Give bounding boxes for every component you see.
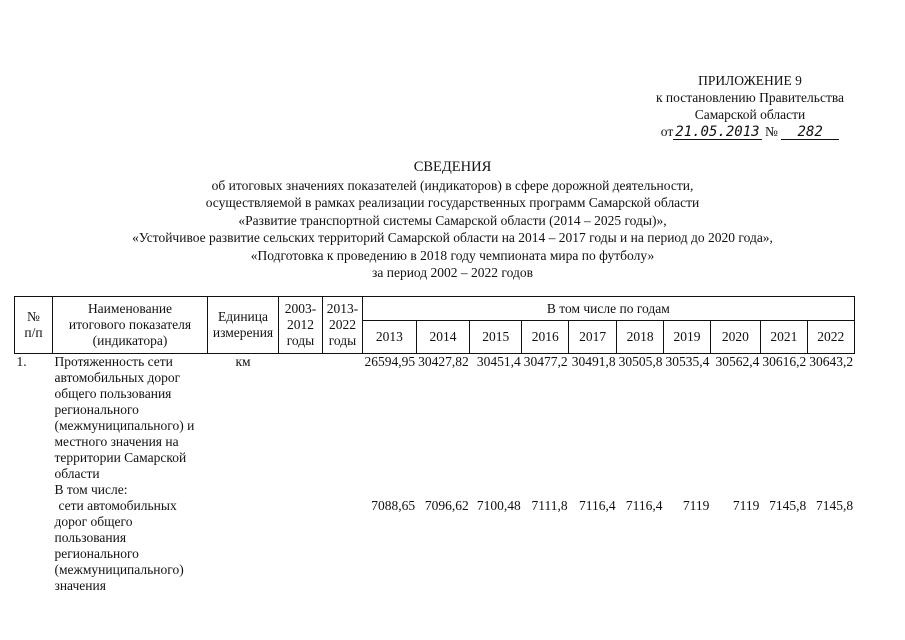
header-name xyxy=(53,297,208,354)
header-period-1-line1: 2003- xyxy=(284,301,317,316)
heading-line-3: «Развитие транспортной системы Самарской области (2014 – 2025 годы)», xyxy=(238,212,667,228)
table-row xyxy=(15,498,855,594)
value-cell: 30562,4 xyxy=(715,354,760,369)
header-period-2-line1: 2013- xyxy=(326,301,359,316)
value-cell: 7116,4 xyxy=(579,498,616,513)
value-cell: 7096,62 xyxy=(424,498,469,513)
header-name-line3: (индикатора) xyxy=(92,333,168,348)
indicator-unit: км xyxy=(235,354,251,369)
value-cell: 30643,2 xyxy=(809,354,854,369)
header-num-line2: п/п xyxy=(24,325,43,340)
header-year: 2016 xyxy=(522,321,569,354)
appendix-date-line xyxy=(600,123,900,140)
handwritten-date: 21.05.2013 xyxy=(675,124,760,140)
header-period-1-line3: годы xyxy=(286,333,315,348)
document-heading xyxy=(0,159,905,282)
value-cell: 26594,95 xyxy=(364,354,416,369)
number-prefix: № xyxy=(764,124,778,139)
value-cell: 7145,8 xyxy=(816,498,854,513)
header-year: 2017 xyxy=(569,321,617,354)
table-row xyxy=(15,482,855,498)
header-period-1 xyxy=(279,297,323,354)
header-year: 2018 xyxy=(617,321,664,354)
table-row xyxy=(15,354,855,483)
header-period-2-line2: 2022 xyxy=(329,317,356,332)
header-year: 2015 xyxy=(470,321,522,354)
header-year: 2013 xyxy=(363,321,417,354)
header-year: 2022 xyxy=(807,321,854,354)
appendix-line-region: Самарской области xyxy=(694,107,806,122)
value-cell: 30535,4 xyxy=(665,354,710,369)
heading-line-1: об итоговых значениях показателей (индикаторов) в сфере дорожной деятельности, xyxy=(211,177,694,193)
header-num xyxy=(15,297,53,354)
value-cell: 7119 xyxy=(732,498,760,513)
header-year: 2019 xyxy=(664,321,711,354)
value-cell: 7111,8 xyxy=(531,498,568,513)
heading-line-6: за период 2002 – 2022 годов xyxy=(372,265,533,280)
header-num-line1: № xyxy=(27,309,40,324)
header-unit-line2: измерения xyxy=(212,325,274,340)
value-cell: 30477,2 xyxy=(523,354,568,369)
header-period-1-line2: 2012 xyxy=(287,317,314,332)
value-cell: 7100,48 xyxy=(476,498,521,513)
header-year: 2021 xyxy=(760,321,807,354)
appendix-block xyxy=(600,72,900,140)
header-period-2 xyxy=(323,297,363,354)
value-cell: 30427,82 xyxy=(418,354,469,369)
indicators-table xyxy=(14,296,855,594)
value-cell: 7119 xyxy=(682,498,710,513)
value-cell: 30505,8 xyxy=(618,354,663,369)
heading-line-4: «Устойчивое развитие сельских территорий Самарской области на 2014 – 2017 годы и на период до 2020 года», xyxy=(132,230,773,245)
indicator-name: Протяженность сети автомобильных дорог общего пользования регионального (межмуниципального) и местного значения на территории Самарской области xyxy=(54,354,195,481)
value-cell: 7088,65 xyxy=(371,498,416,513)
indicator-name xyxy=(53,498,208,594)
row-number: 1. xyxy=(16,354,27,369)
period-1-value xyxy=(279,354,323,483)
header-years-group: В том числе по годам xyxy=(363,297,855,321)
header-year: 2014 xyxy=(416,321,470,354)
heading-line-2: осуществляемой в рамках реализации государственных программ Самарской области xyxy=(205,195,700,210)
value-cell: 7145,8 xyxy=(769,498,807,513)
header-unit xyxy=(208,297,279,354)
handwritten-number: 282 xyxy=(781,125,839,140)
header-name-line2: итогового показателя xyxy=(68,317,192,332)
indicator-name-text: сети автомобильных дорог общего пользования регионального (межмуниципального) значения xyxy=(54,498,184,593)
appendix-line-resolution: к постановлению Правительства xyxy=(655,90,845,105)
value-cell: 30616,2 xyxy=(762,354,807,369)
subitems-label: В том числе: xyxy=(54,482,128,497)
value-cell: 30451,4 xyxy=(476,354,521,369)
value-cell: 30491,8 xyxy=(571,354,616,369)
heading-line-5: «Подготовка к проведению в 2018 году чемпионата мира по футболу» xyxy=(250,247,655,263)
header-year: 2020 xyxy=(710,321,760,354)
period-2-value xyxy=(323,354,363,483)
value-cell: 7116,4 xyxy=(625,498,663,513)
document-title: СВЕДЕНИЯ xyxy=(413,159,492,175)
header-unit-line1: Единица xyxy=(217,309,268,324)
date-prefix: от xyxy=(660,124,674,139)
header-name-line1: Наименование xyxy=(87,301,173,316)
appendix-title: ПРИЛОЖЕНИЕ 9 xyxy=(698,73,802,88)
header-period-2-line3: годы xyxy=(328,333,357,348)
